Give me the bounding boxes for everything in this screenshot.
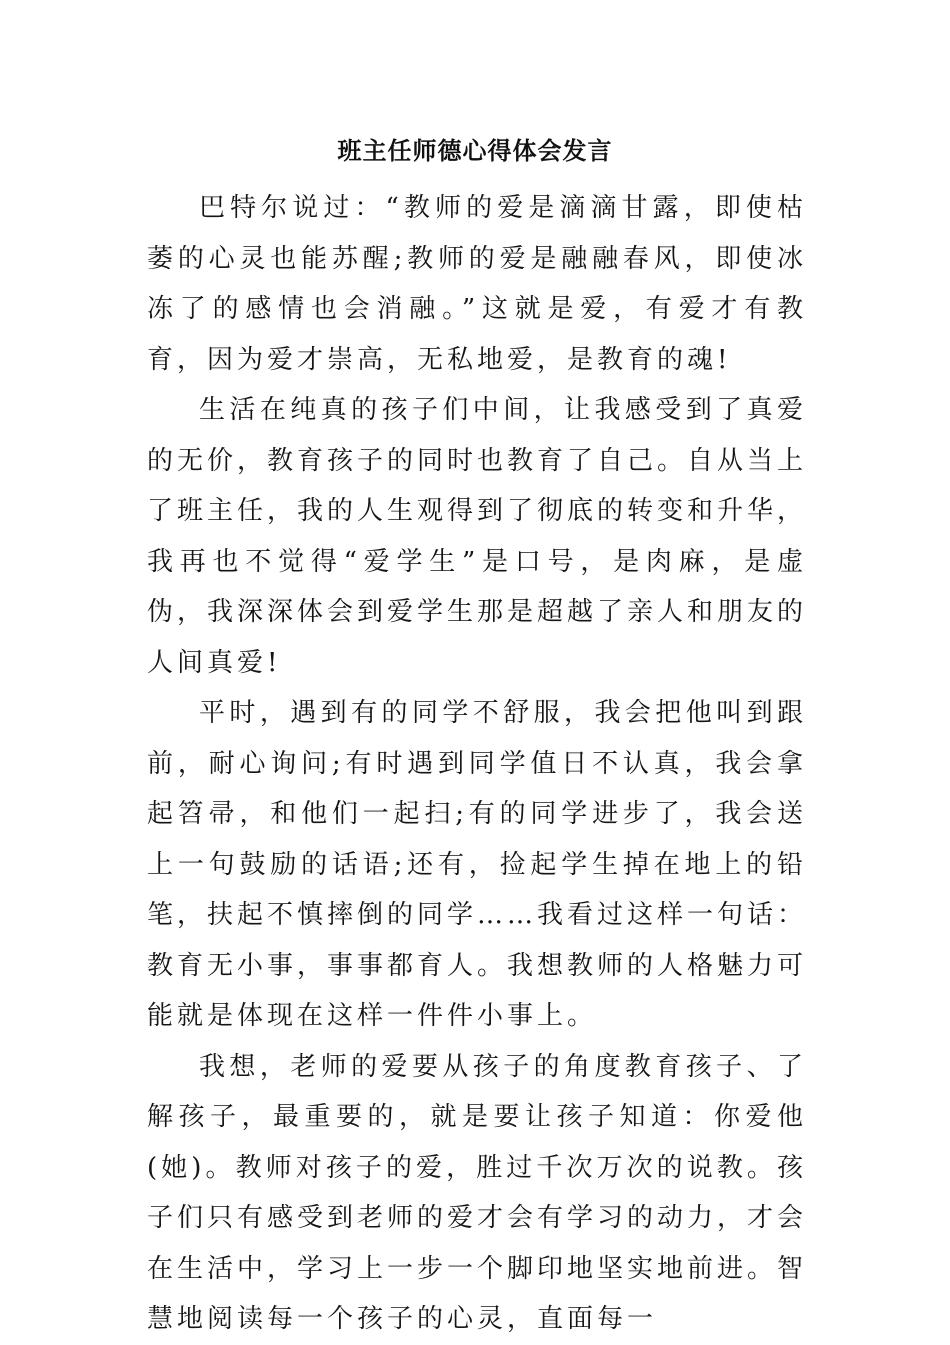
paragraph-1: 巴特尔说过：“教师的爱是滴滴甘露，即使枯萎的心灵也能苏醒;教师的爱是融融春风，即使冰冻了的感情也会消融。”这就是爱，有爱才有教育，因为爱才崇高，无私地爱，是教育的魂! [147, 193, 807, 375]
document-body [147, 183, 807, 1345]
paragraph-4: 我想，老师的爱要从孩子的角度教育孩子、了解孩子，最重要的，就是要让孩子知道：你爱他(她)。教师对孩子的爱，胜过千次万次的说教。孩子们只有感受到老师的爱才会有学习的动力，才会在生活中，学习上一步一个脚印地坚实地前进。智慧地阅读每一个孩子的心灵，直面每一 [147, 1051, 808, 1334]
paragraph-3: 平时，遇到有的同学不舒服，我会把他叫到跟前，耐心询问;有时遇到同学值日不认真，我会拿起笤帚，和他们一起扫;有的同学进步了，我会送上一句鼓励的话语;还有，捡起学生掉在地上的铅笔，扶起不慎摔倒的同学……我看过这样一句话：教育无小事，事事都育人。我想教师的人格魅力可能就是体现在这样一件件小事上。 [147, 698, 808, 1031]
document-title: 班主任师德心得体会发言 [337, 136, 613, 165]
paragraph-2: 生活在纯真的孩子们中间，让我感受到了真爱的无价，教育孩子的同时也教育了自己。自从当上了班主任，我的人生观得到了彻底的转变和升华，我再也不觉得“爱学生”是口号，是肉麻，是虚伪，我深深体会到爱学生那是超越了亲人和朋友的人间真爱! [147, 395, 808, 678]
